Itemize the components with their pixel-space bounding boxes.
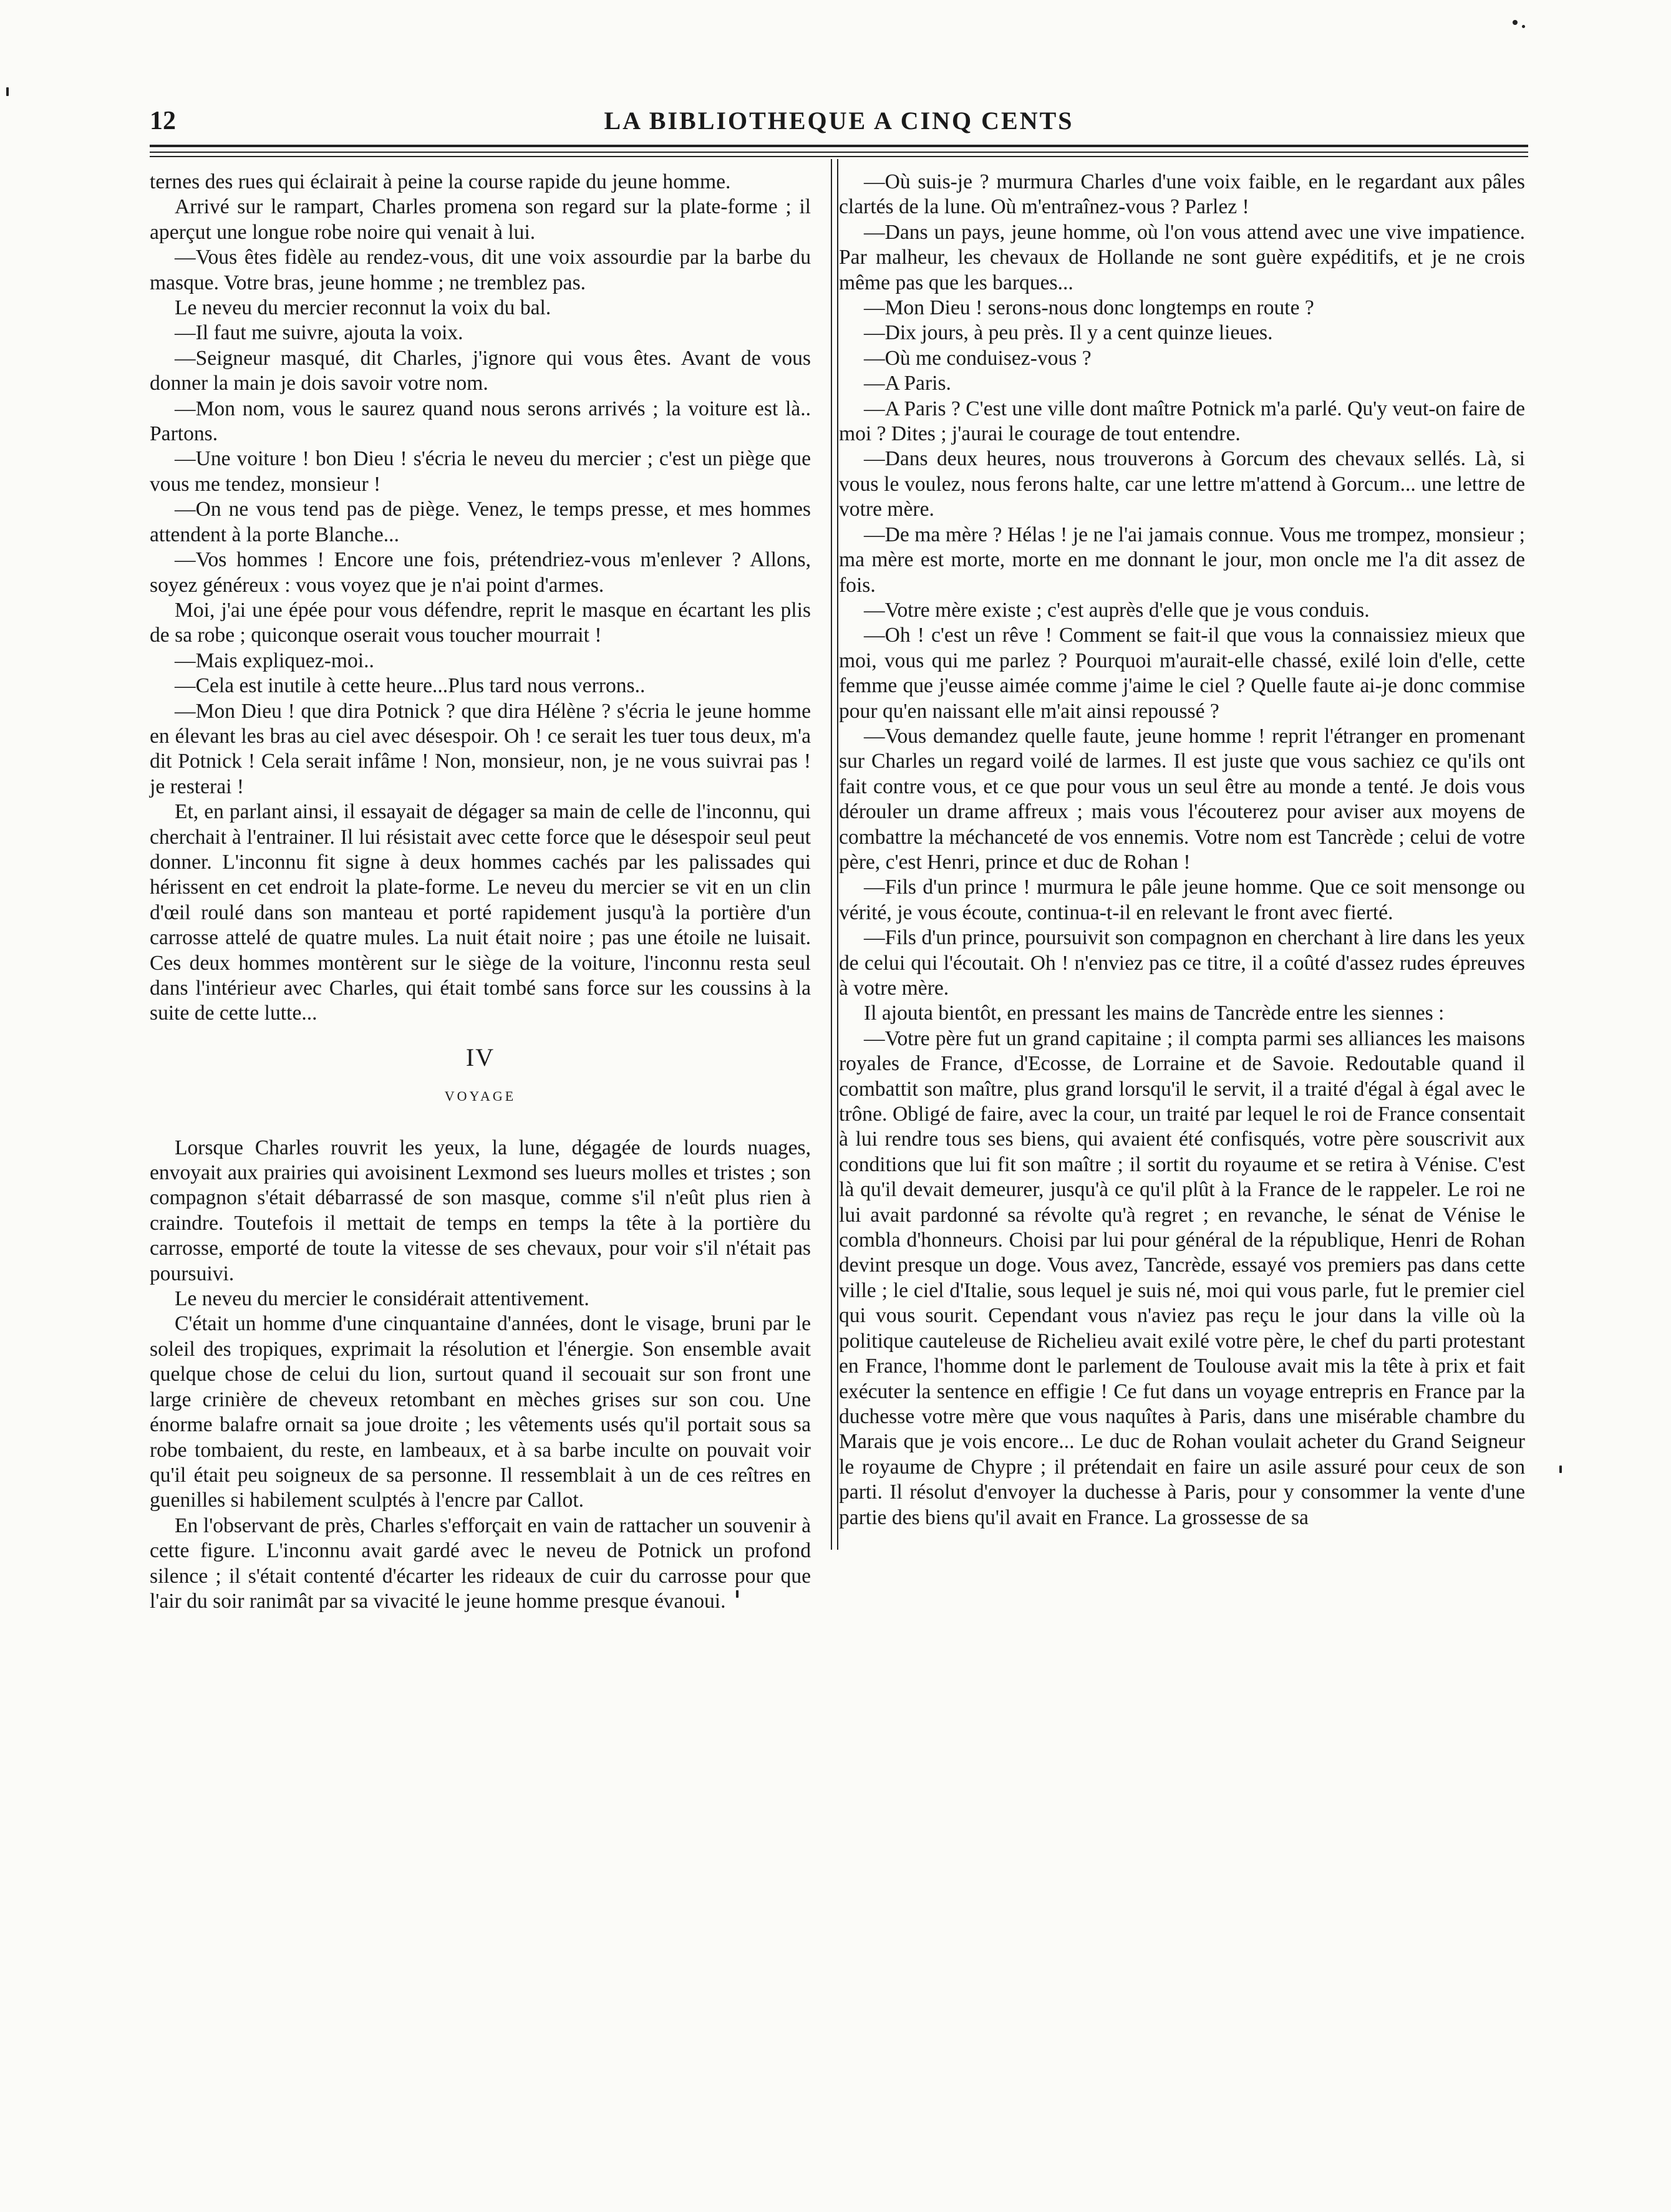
paragraph: —Oh ! c'est un rêve ! Comment se fait-il que vous la connaissiez mieux que moi, vous qui me parlez ? Pourquoi m'aurait-elle chassé, exilé loin d'elle, cette femme que j'eusse aimée comme j'aime le ciel ? Quelle faute ai-je donc commise pour qu'en naissant elle m'ait ainsi repoussé ? [839, 624, 1525, 723]
paragraph: —Vous êtes fidèle au rendez-vous, dit une voix assourdie par la barbe du masque. Votre bras, jeune homme ; ne tremblez pas. [150, 246, 811, 294]
paragraph: —Mon nom, vous le saurez quand nous serons arrivés ; la voiture est là.. Partons. [150, 397, 811, 446]
paragraph: —Fils d'un prince, poursuivit son compagnon en cherchant à lire dans les yeux de celui qui l'écoutait. Oh ! n'enviez pas ce titre, il a coûté d'assez rudes épreuves à votre mère. [839, 926, 1525, 1000]
paragraph: —Dans deux heures, nous trouverons à Gorcum des chevaux sellés. Là, si vous le voulez, nous ferons halte, car une lettre m'attend à Gorcum... une lettre de votre mère. [839, 447, 1525, 521]
paragraph: —On ne vous tend pas de piège. Venez, le temps presse, et mes hommes attendent à la porte Blanche... [150, 498, 811, 546]
chapter-title: VOYAGE [444, 1088, 516, 1104]
paragraph: En l'observant de près, Charles s'efforçait en vain de rattacher un souvenir à cette figure. L'inconnu avait gardé avec le neveu de Potnick un profond silence ; il s'était contenté d'écarter les rideaux de cuir du carrosse pour que l'air du soir ranimât par sa vivacité le jeune homme presque évanoui. [150, 1514, 811, 1613]
ink-speck [1559, 1466, 1562, 1473]
paragraph: —Vos hommes ! Encore une fois, prétendriez-vous m'enlever ? Allons, soyez généreux : vous voyez que je n'ai point d'armes. [150, 548, 811, 597]
paragraph: —Votre mère existe ; c'est auprès d'elle que je vous conduis. [864, 598, 1370, 622]
paragraph: —Mon Dieu ! serons-nous donc longtemps en route ? [864, 296, 1314, 320]
paragraph: —A Paris. [864, 372, 951, 395]
paragraph: —Vous demandez quelle faute, jeune homme ! reprit l'étranger en promenant sur Charles un regard voilé de larmes. Il est juste que vous sachiez ce qu'ils ont fait contre vous, et ce que pour vous un seul être au monde a tenté. Je dois vous dérouler un drame affreux ; mais vous l'écouterez pour aviser aux moyens de combattre la méchanceté de vos ennemis. Votre nom est Tancrède ; celui de votre père, c'est Henri, prince et duc de Rohan ! [839, 724, 1525, 874]
paragraph: —Où me conduisez-vous ? [864, 346, 1092, 370]
paragraph: —Votre père fut un grand capitaine ; il compta parmi ses alliances les maisons royales de France, d'Ecosse, de Lorraine et de Savoie. Redoutable quand il combattit son maître, plus grand lorsqu'il le servit, il a traité d'égal à égal avec le trône. Obligé de faire, avec la cour, un traité par lequel le roi de France consentait à lui rendre tous ses biens, qui avaient été confisqués, votre père souscrivit aux conditions que lui fit son maître ; il sortit du royaume et se retira à Vénise. C'est là qu'il devait demeurer, jusqu'à ce qu'il plût à la France de le rappeler. Le roi ne lui avait pardonné sa révolte qu'à regret ; en revanche, le sénat de Vénise le combla d'honneurs. Choisi par lui pour général de la république, Henri de Rohan devint presque un doge. Vous avez, Tancrède, essayé vos premiers pas dans cette ville ; le ciel d'Italie, sous lequel je suis né, moi qui vous parle, fut le premier ciel qui vous sourit. Cependant vous n'aviez pas reçu le jour dans la ville où la politique cauteleuse de Richelieu avait exilé votre père, le chef du parti protestant en France, l'homme dont le parlement de Toulouse avait mis la tête à prix et fait exécuter la sentence en effigie ! Ce fut dans un voyage entrepris en France par la duchesse votre mère que vous naquîtes à Paris, dans une misérable chambre du Marais que je vois encore... Le duc de Rohan voulait acheter du Grand Seigneur le royaume de Chypre ; il prétendait en faire un asile assuré pour ceux de son parti. Il résolut d'envoyer la duchesse à Paris, pour y consommer la vente d'une partie des biens qu'il avait en France. La grossesse de sa [839, 1026, 1525, 1529]
page-number: 12 [150, 107, 176, 135]
paragraph: —Dix jours, à peu près. Il y a cent quinze lieues. [864, 321, 1273, 345]
left-column [150, 170, 811, 1614]
right-column [839, 170, 1525, 1530]
paragraph: Le neveu du mercier le considérait attentivement. [175, 1287, 589, 1311]
paragraph: —Cela est inutile à cette heure...Plus tard nous verrons.. [175, 674, 646, 698]
paragraph: Lorsque Charles rouvrit les yeux, la lune, dégagée de lourds nuages, envoyait aux prairies qui avoisinent Lexmond ses lueurs molles et tristes ; son compagnon s'était débarrassé de son masque, comme s'il n'eût plus rien à craindre. Toutefois il mettait de temps en temps la tête à la portière du carrosse, emporté de toute la vitesse de ses chevaux, pour voir s'il n'était pas poursuivi. [150, 1136, 811, 1285]
paragraph: —Il faut me suivre, ajouta la voix. [175, 321, 463, 345]
paragraph: —Une voiture ! bon Dieu ! s'écria le neveu du mercier ; c'est un piège que vous me tendez, monsieur ! [150, 447, 811, 496]
paragraph: —Mais expliquez-moi.. [175, 649, 374, 672]
paragraph: —Où suis-je ? murmura Charles d'une voix faible, en le regardant aux pâles clartés de la lune. Où m'entraînez-vous ? Parlez ! [839, 170, 1525, 219]
chapter-number: IV [465, 1043, 495, 1071]
header-rule [150, 152, 1528, 153]
paragraph: Arrivé sur le rampart, Charles promena son regard sur la plate-forme ; il aperçut une longue robe noire qui venait à lui. [150, 195, 811, 244]
page-header [150, 106, 1528, 143]
paragraph: Et, en parlant ainsi, il essayait de dégager sa main de celle de l'inconnu, qui cherchait à l'entrainer. Il lui résistait avec cette force que le désespoir seul peut donner. L'inconnu fit signe à deux hommes cachés par les palissades qui hérissent en cet endroit la plate-forme. Le neveu du mercier se vit en un clin d'œil roulé dans son manteau et porté rapidement jusqu'à la portière d'un carrosse attelé de quatre mules. La nuit était noire ; pas une étoile ne luisait. Ces deux hommes montèrent sur le siège de la voiture, l'inconnu resta seul dans l'intérieur avec Charles, qui était tombé sans force sur les coussins à la suite de cette lutte... [150, 800, 811, 1025]
paragraph: Le neveu du mercier reconnut la voix du bal. [175, 296, 551, 320]
ink-speck [6, 87, 9, 96]
column-divider [831, 159, 838, 1550]
paragraph: —Seigneur masqué, dit Charles, j'ignore qui vous êtes. Avant de vous donner la main je dois savoir votre nom. [150, 346, 811, 395]
paragraph: —Dans un pays, jeune homme, où l'on vous attend avec une vive impatience. Par malheur, les chevaux de Hollande ne sont guère expéditifs, et je ne crois même pas que les barques... [839, 220, 1525, 294]
paragraph: C'était un homme d'une cinquantaine d'années, dont le visage, bruni par le soleil des tropiques, exprimait la résolution et l'énergie. Son ensemble avait quelque chose de celui du lion, surtout quand il secouait sur son front une large crinière de cheveux retombant en mèches grises sur son cou. Une énorme balafre ornait sa joue droite ; les vêtements usés qu'il portait sous sa robe tombaient, du reste, en lambeaux, et à sa barbe inculte on pouvait voir qu'il était peu soigneux de sa personne. Il ressemblait à un de ces reîtres en guenilles si habilement sculptés à l'encre par Callot. [150, 1312, 811, 1512]
ink-speck [1513, 20, 1518, 25]
paragraph: ternes des rues qui éclairait à peine la course rapide du jeune homme. [150, 170, 731, 193]
paragraph: —De ma mère ? Hélas ! je ne l'ai jamais connue. Vous me trompez, monsieur ; ma mère est morte, morte en me donnant le jour, mon oncle me l'a dit assez de fois. [839, 523, 1525, 597]
paragraph: —A Paris ? C'est une ville dont maître Potnick m'a parlé. Qu'y veut-on faire de moi ? Dites ; j'aurai le courage de tout entendre. [839, 397, 1525, 446]
paragraph: —Mon Dieu ! que dira Potnick ? que dira Hélène ? s'écria le jeune homme en élevant les bras au ciel avec désespoir. Oh ! ce serait les tuer tous deux, m'a dit Potnick ! Cela serait infâme ! Non, monsieur, non, je ne vous suivrai pas ! je resterai ! [150, 699, 811, 798]
header-rule [150, 145, 1528, 147]
paragraph: —Fils d'un prince ! murmura le pâle jeune homme. Que ce soit mensonge ou vérité, je vous écoute, continua-t-il en relevant le front avec fierté. [839, 876, 1525, 924]
ink-speck [736, 1590, 739, 1598]
header-rule [150, 156, 1528, 157]
paragraph: Moi, j'ai une épée pour vous défendre, reprit le masque en écartant les plis de sa robe ; quiconque oserait vous toucher mourrait ! [150, 598, 811, 647]
ink-speck [1522, 25, 1525, 28]
running-title: LA BIBLIOTHEQUE A CINQ CENTS [604, 107, 1074, 135]
paragraph: Il ajouta bientôt, en pressant les mains de Tancrède entre les siennes : [864, 1002, 1445, 1025]
